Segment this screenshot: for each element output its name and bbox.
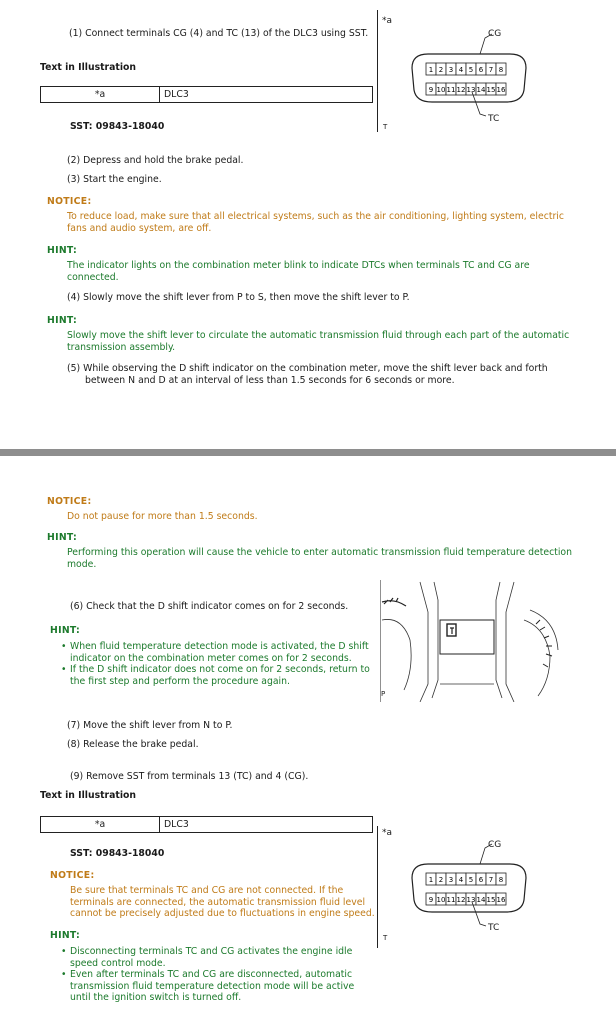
pin-number: 16 [496,896,506,904]
pin-row-bottom [426,893,506,905]
notice-text-1: To reduce load, make sure that all electrical systems, such as the air conditioning, lighting system, electric fans and audio system, are off. [67,211,564,234]
list-item: • Even after terminals TC and CG are disconnected, automatic transmission fluid temperature detection mode will be active until the ignition switch is turned off. [70,969,370,1004]
step-3: (3) Start the engine. [67,174,162,185]
pin-number: 5 [468,876,474,884]
list-item: • When fluid temperature detection mode is activated, the D shift indicator on the combination meter comes on for 2 seconds. [70,641,385,664]
cg-label: CG [488,29,502,39]
pin-number: 14 [476,896,486,904]
pin-number: 4 [458,66,464,74]
legend-table-2 [40,816,373,833]
hint-list-5 [58,946,370,1004]
figure-border-2 [377,826,378,948]
tc-label: TC [488,923,500,933]
pin-number: 14 [476,86,486,94]
combination-meter-diagram [380,580,560,702]
notice-heading-1: NOTICE: [47,196,92,207]
pin-number: 9 [428,86,434,94]
pin-number: 8 [498,876,504,884]
step-7: (7) Move the shift lever from N to P. [67,720,233,731]
pin-number: 12 [456,86,466,94]
pin-number: 9 [428,896,434,904]
pin-number: 2 [438,66,444,74]
notice-heading-3: NOTICE: [50,870,95,881]
cg-label: CG [488,840,502,850]
pin-number: 4 [458,876,464,884]
pin-number: 11 [446,86,456,94]
notice-heading-2: NOTICE: [47,496,92,507]
pin-number: 7 [488,876,494,884]
corner-mark: T [383,123,388,131]
pin-number: 10 [436,896,446,904]
list-item: • If the D shift indicator does not come on for 2 seconds, return to the first step and perform the procedure again. [70,664,385,687]
figure-callout: *a [382,16,393,26]
dlc3-figure-top [380,10,560,135]
pin-number: 2 [438,876,444,884]
pin-number: 1 [428,66,434,74]
pin-row-top [426,873,506,885]
step-4: (4) Slowly move the shift lever from P to S, then move the shift lever to P. [67,292,410,303]
text-in-illustration-label-2: Text in Illustration [40,790,137,801]
pin-number: 10 [436,86,446,94]
text-in-illustration-label: Text in Illustration [40,62,137,73]
step-2: (2) Depress and hold the brake pedal. [67,155,244,166]
combination-meter-figure [380,580,560,702]
dlc3-connector-diagram [380,10,560,135]
hint-text-3: Performing this operation will cause the vehicle to enter automatic transmission fluid temperature detection mode. [67,547,572,570]
hint-heading-4: HINT: [50,625,81,636]
pin-number: 6 [478,876,484,884]
notice-text-2: Do not pause for more than 1.5 seconds. [67,511,258,522]
notice-text-3: Be sure that terminals TC and CG are not connected. If the terminals are connected, the automatic transmission fluid level cannot be precisely adjusted due to fluctuations in engine speed. [70,885,375,919]
hint-text-1: The indicator lights on the combination meter blink to indicate DTCs when terminals TC and CG are connected. [67,260,530,283]
step-1: (1) Connect terminals CG (4) and TC (13) of the DLC3 using SST. [69,28,369,39]
pin-number: 3 [448,66,454,74]
tc-label: TC [488,114,500,124]
dlc3-connector-diagram [380,826,560,951]
corner-mark: T [383,934,388,942]
step-8: (8) Release the brake pedal. [67,739,199,750]
sst-label-2: SST: 09843-18040 [70,848,165,859]
step-9: (9) Remove SST from terminals 13 (TC) and 4 (CG). [70,771,309,782]
legend-key: *a [41,817,160,833]
pin-number: 8 [498,66,504,74]
pin-number: 16 [496,86,506,94]
legend-value: DLC3 [160,87,373,103]
legend-value: DLC3 [160,817,373,833]
pin-number: 13 [466,896,476,904]
pin-number: 7 [488,66,494,74]
pin-number: 15 [486,896,496,904]
pin-row-bottom [426,83,506,95]
corner-mark-meter: P [381,690,386,698]
sst-label: SST: 09843-18040 [70,121,165,132]
legend-table [40,86,373,103]
pin-number: 15 [486,86,496,94]
hint-heading-3: HINT: [47,532,78,543]
pin-number: 6 [478,66,484,74]
hint-heading-5: HINT: [50,930,81,941]
pin-number: 1 [428,876,434,884]
hint-list-4 [58,641,385,687]
legend-key: *a [41,87,160,103]
figure-border [377,10,378,132]
pin-number: 11 [446,896,456,904]
pin-number: 3 [448,876,454,884]
pin-number: 12 [456,896,466,904]
hint-text-2: Slowly move the shift lever to circulate the automatic transmission fluid through each part of the automatic transmission assembly. [67,330,570,353]
dlc3-figure-bottom [380,826,560,951]
hint-heading-2: HINT: [47,315,78,326]
page-divider [0,449,616,456]
step-5: (5) While observing the D shift indicator on the combination meter, move the shift lever back and forth between N and D at an interval of less than 1.5 seconds for 6 seconds or more. [67,363,548,386]
pin-number: 13 [466,86,476,94]
pin-number: 5 [468,66,474,74]
pin-row-top [426,63,506,75]
hint-heading-1: HINT: [47,245,78,256]
list-item: • Disconnecting terminals TC and CG activates the engine idle speed control mode. [70,946,370,969]
figure-callout: *a [382,828,393,838]
step-6: (6) Check that the D shift indicator comes on for 2 seconds. [70,601,349,612]
